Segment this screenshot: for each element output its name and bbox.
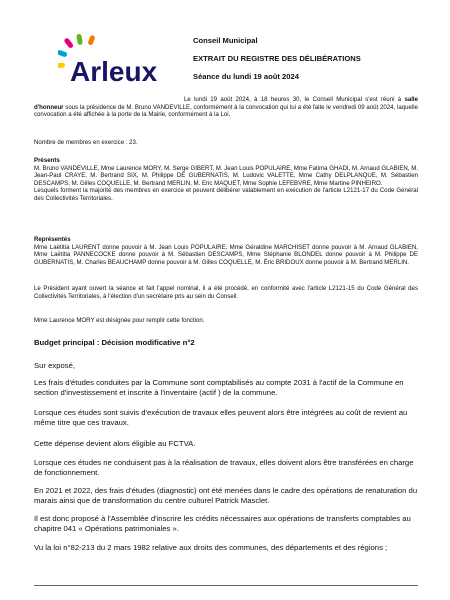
- deliberation-title: Budget principal : Décision modificative n°2: [34, 338, 195, 347]
- secretary-text: Mme Laurence MORY est désignée pour remplir cette fonction.: [34, 317, 205, 324]
- present-names: M. Bruno VANDEVILLE, Mme Laurence MORY, M. Serge GIBERT, M. Jean Louis POPULAIRE, Mme Fatima GHADI, M. Arnaud GLABIEN, M. Jean-Paul CRAYE, M. Bertrand SIX, M. Philippe DE GUBERNATIS, M. Ludovic VALETTE, Mme Cathy DELPLANQUE, M. Sébastien DESCAMPS, M. Gilles COQUELLE, M. Bertrand MERLIN, M. Eric MAQUET, Mme Sophie LEFEBVRE, Mme Martine PINHEIRO.: [34, 164, 418, 187]
- para-4: Lorsque ces études ne conduisent pas à la réalisation de travaux, elles doivent alors être transférées en charge de fonctionnement.: [34, 458, 414, 478]
- members-count-text: Nombre de membres en exercice : 23.: [34, 139, 138, 146]
- session-opening: [34, 285, 418, 300]
- logo-wordmark: Arleux: [70, 56, 158, 87]
- bottom-rule: [34, 585, 418, 586]
- intro-paragraph: [34, 96, 418, 119]
- para-5: En 2021 et 2022, des frais d'études (diagnostic) ont été menées dans le cadre des opérations de renaturation du marais ainsi que de transformation du centre culturel Patrick Masclet.: [34, 486, 418, 506]
- represented-text: Mme Laëtitia LAURENT donne pouvoir à M. Jean Louis POPULAIRE, Mme Géraldine MARCHISET donne pouvoir à M. Arnaud GLABIEN, Mme Laëtitia PANNECOCKE donne pouvoir à M. Sébastien DESCAMPS, Mme Stéphanie BLONDEL donne pouvoir à M. Philippe DE GUBERNATIS, M. Charles BEAUCHAMP donne pouvoir à M. Gilles COQUELLE, M. Éric BRIDOUX donne pouvoir à M. Bertrand MERLIN.: [34, 243, 418, 266]
- intro-opening: Le lundi 19 août 2024, à 18 heures 30, le Conseil Municipal s'est réuni à: [184, 96, 405, 103]
- present-section: [34, 157, 418, 203]
- document-header: [193, 36, 433, 90]
- arleux-logo: [58, 32, 168, 88]
- register-title: EXTRAIT DU REGISTRE DES DÉLIBÉRATIONS: [193, 54, 361, 63]
- logo-ray: [58, 63, 65, 69]
- members-count: [34, 139, 418, 147]
- present-heading: Présents: [34, 157, 60, 164]
- logo-ray: [76, 34, 83, 46]
- secretary: [34, 317, 418, 325]
- para-7: Vu la loi n°82-213 du 2 mars 1982 relative aux droits des communes, des départements et des régions ;: [34, 543, 388, 552]
- intro-place: salle d'honneur: [34, 96, 418, 111]
- session-opening-text: Le Président ayant ouvert la séance et fait l'appel nominal, il a été procédé, en conformité avec l'article L2121-15 du Code Général des Collectivités Territoriales, à l'élection d'un secrétaire pris au sein du Conseil.: [34, 285, 418, 300]
- logo-ray: [58, 49, 68, 57]
- logo-ray: [87, 35, 95, 46]
- session-date: Séance du lundi 19 août 2024: [193, 72, 299, 81]
- logo-ray: [63, 37, 74, 49]
- para-3: Cette dépense devient alors éligible au FCTVA.: [34, 439, 196, 448]
- para-0: Sur exposé,: [34, 361, 76, 370]
- para-6: Il est donc proposé à l'Assemblée d'inscrire les crédits nécessaires aux opérations de transferts comptables au chapitre 041 « Opérations patrimoniales ».: [34, 514, 411, 534]
- para-1: Les frais d'études conduites par la Commune sont comptabilisés au compte 2031 à l'actif de la Commune en section d'investissement et inscrite à l'inventaire (actif ) de la commune.: [34, 378, 404, 398]
- majority-statement: Lesquels forment la majorité des membres en exercice et peuvent délibérer valablement en exécution de l'article L2121-17 du Code Général des Collectivités Territoriales.: [34, 187, 418, 202]
- represented-heading: Représentés: [34, 236, 71, 243]
- intro-rest: sous la présidence de M. Bruno VANDEVILLE, conformément à la convocation qui lui a été faite le vendredi 09 août 2024, laquelle convocation a été affichée à la porte de la Mairie, conformément à la Loi.: [34, 103, 418, 119]
- arleux-logo-graphic: [58, 32, 168, 88]
- represented-section: [34, 236, 418, 266]
- para-2: Lorsque ces études sont suivis d'exécution de travaux elles peuvent alors être intégrées au coût de revient au même titre que ces travaux.: [34, 408, 408, 428]
- council-title: Conseil Municipal: [193, 36, 258, 45]
